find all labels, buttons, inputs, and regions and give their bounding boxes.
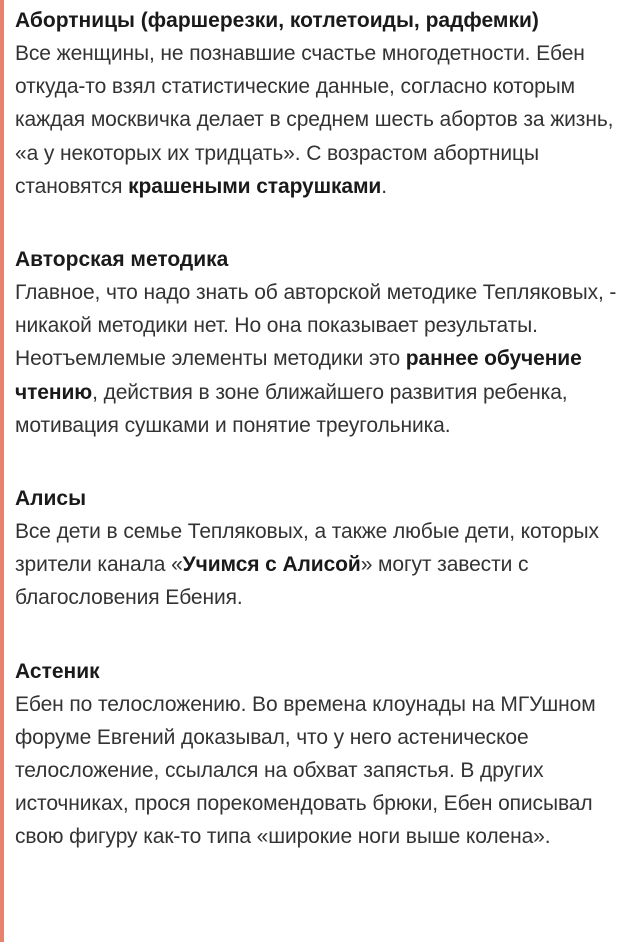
entry-term: Астеник (15, 659, 100, 683)
glossary-entry (15, 655, 635, 854)
definition-text: Все дети в семье Тепляковых, а также любые дети, которых зрители канала « (15, 520, 599, 577)
glossary-entry (15, 243, 635, 442)
entry-term: Алисы (15, 487, 87, 511)
entry-definition (15, 688, 635, 854)
definition-bold-term: крашеными старушками (128, 174, 382, 198)
entry-term: Абортницы (фаршерезки, котлетоиды, радфемки) (15, 9, 539, 32)
definition-text: . (381, 174, 387, 198)
entry-definition (15, 37, 635, 203)
entry-definition (15, 515, 635, 615)
entry-definition (15, 276, 635, 442)
entry-term: Авторская методика (15, 248, 229, 272)
definition-bold-term: раннее обучение чтению (15, 347, 582, 404)
definition-text: » могут завести с благословения Ебения. (15, 553, 529, 610)
glossary-entry (15, 4, 635, 203)
glossary-entry (15, 482, 635, 615)
definition-text: , действия в зоне ближайшего развития ребенка, мотивация сушками и понятие треугольника. (15, 380, 568, 437)
definition-text: Главное, что надо знать об авторской методике Тепляковых, - никакой методики нет. Но она показывает результаты. Неотъемлемые элементы методики это (15, 281, 617, 371)
left-accent-bar (0, 0, 4, 942)
definition-text: Все женщины, не познавшие счастье многодетности. Ебен откуда-то взял статистические данные, согласно которым каждая москвичка делает в среднем шесть абортов за жизнь, «а у некоторых их тридцать». С возрастом абортницы становятся (15, 42, 614, 198)
glossary-content (15, 4, 635, 854)
definition-text: Ебен по телосложению. Во времена клоунады на МГУшном форуме Евгений доказывал, что у него астеническое телосложение, ссылался на обхват запястья. В других источниках, прося порекомендовать брюки, Ебен описывал свою фигуру как-то типа «широкие ноги выше колена». (15, 692, 596, 849)
definition-bold-term: Учимся с Алисой (182, 553, 361, 577)
